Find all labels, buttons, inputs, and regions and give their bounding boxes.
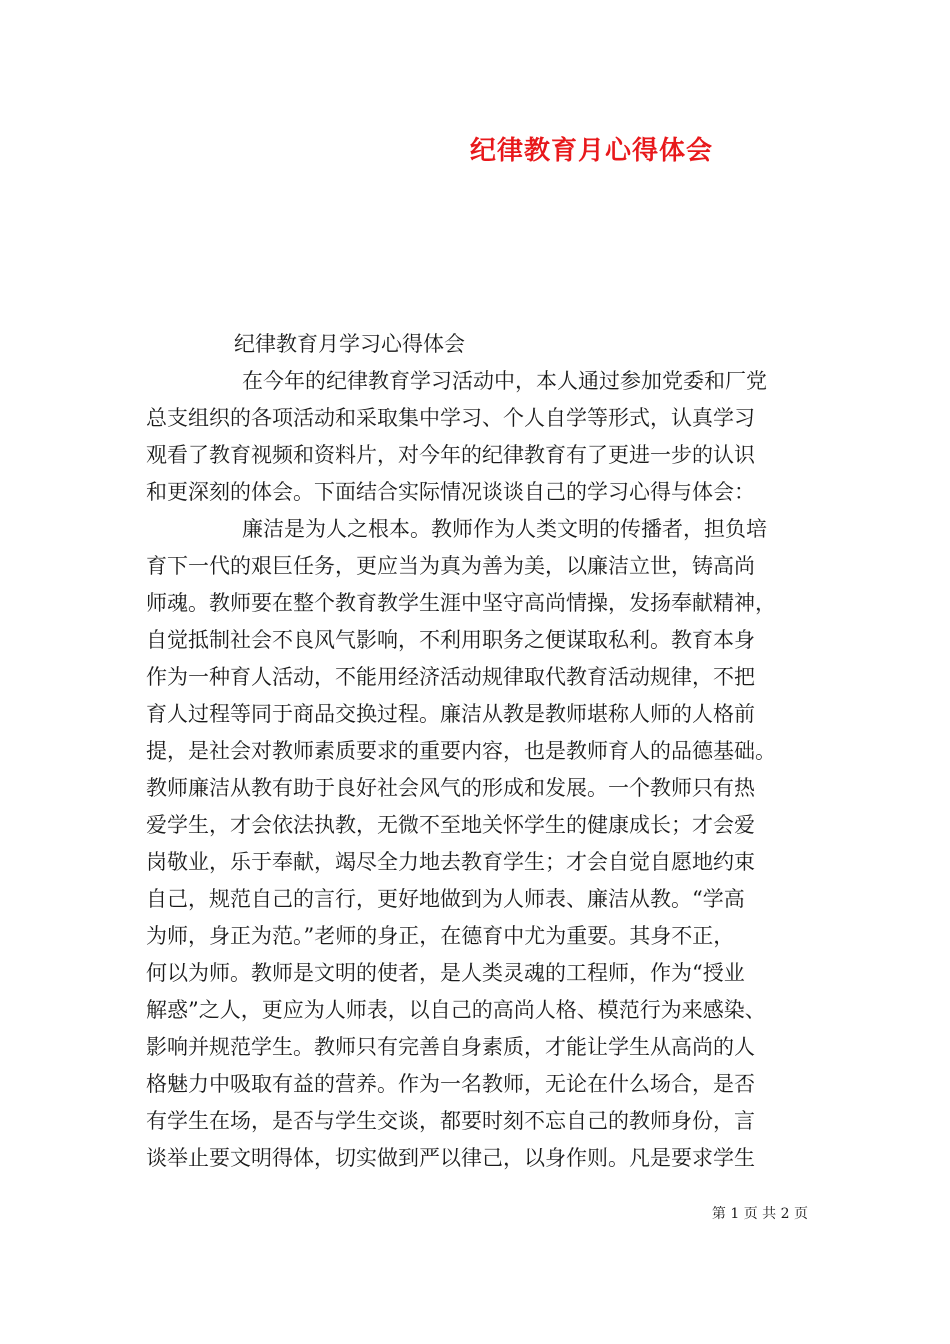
paragraph-line: 教师廉洁从教有助于良好社会风气的形成和发展。一个教师只有热 xyxy=(146,776,755,800)
document-title: 纪律教育月心得体会 xyxy=(470,136,714,166)
paragraph-line: 谈举止要文明得体，切实做到严以律己，以身作则。凡是要求学生 xyxy=(146,1146,755,1170)
paragraph-line: 育人过程等同于商品交换过程。廉洁从教是教师堪称人师的人格前 xyxy=(146,702,755,726)
paragraph-line: 有学生在场，是否与学生交谈，都要时刻不忘自己的教师身份，言 xyxy=(146,1109,755,1133)
paragraph-line: 作为一种育人活动，不能用经济活动规律取代教育活动规律，不把 xyxy=(146,665,755,689)
paragraph-line: 观看了教育视频和资料片，对今年的纪律教育有了更进一步的认识 xyxy=(146,443,755,467)
paragraph-line: 和更深刻的体会。下面结合实际情况谈谈自己的学习心得与体会： xyxy=(146,480,755,504)
paragraph-line: 育下一代的艰巨任务，更应当为真为善为美，以廉洁立世，铸高尚 xyxy=(146,554,755,578)
paragraph-line: 在今年的纪律教育学习活动中，本人通过参加党委和厂党 xyxy=(242,369,767,393)
paragraph-line: 为师，身正为范。”老师的身正，在德育中尤为重要。其身不正， xyxy=(146,924,735,948)
paragraph-line: 爱学生，才会依法执教，无微不至地关怀学生的健康成长；才会爱 xyxy=(146,813,755,837)
paragraph-line: 岗敬业，乐于奉献，竭尽全力地去教育学生；才会自觉自愿地约束 xyxy=(146,850,755,874)
paragraph-line: 影响并规范学生。教师只有完善自身素质，才能让学生从高尚的人 xyxy=(146,1035,755,1059)
section-heading: 纪律教育月学习心得体会 xyxy=(234,332,465,356)
page-number-footer: 第 1 页 共 2 页 xyxy=(711,1206,808,1222)
paragraph-line: 解惑”之人，更应为人师表，以自己的高尚人格、模范行为来感染、 xyxy=(146,998,766,1022)
paragraph-line: 师魂。教师要在整个教育教学生涯中坚守高尚情操，发扬奉献精神， xyxy=(146,591,776,615)
paragraph-line: 自己，规范自己的言行，更好地做到为人师表、廉洁从教。“学高 xyxy=(146,887,745,911)
paragraph-line: 何以为师。教师是文明的使者，是人类灵魂的工程师，作为“授业 xyxy=(146,961,745,985)
paragraph-line: 格魅力中吸取有益的营养。作为一名教师，无论在什么场合，是否 xyxy=(146,1072,755,1096)
paragraph-line: 总支组织的各项活动和采取集中学习、个人自学等形式，认真学习 xyxy=(146,406,755,430)
document-body xyxy=(146,326,816,1177)
paragraph-line: 廉洁是为人之根本。教师作为人类文明的传播者，担负培 xyxy=(242,517,767,541)
paragraph-line: 提，是社会对教师素质要求的重要内容，也是教师育人的品德基础。 xyxy=(146,739,776,763)
paragraph-line: 自觉抵制社会不良风气影响，不利用职务之便谋取私利。教育本身 xyxy=(146,628,755,652)
